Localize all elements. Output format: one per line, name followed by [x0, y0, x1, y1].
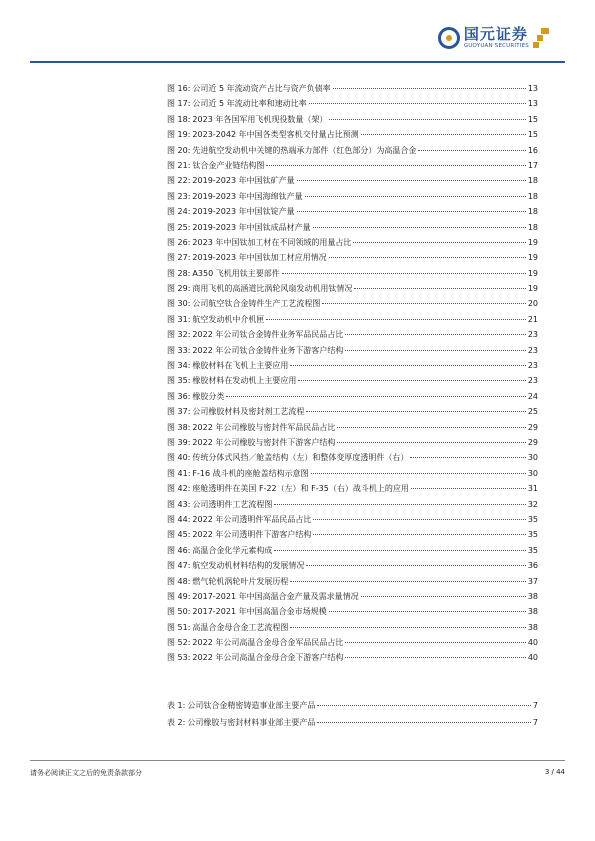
entry-page: 18 [527, 176, 538, 186]
figure-entry[interactable] [167, 360, 538, 375]
entry-title: 2022 年公司透明件下游客户结构 [192, 530, 312, 540]
entry-page: 19 [527, 268, 538, 278]
entry-page: 15 [527, 114, 538, 124]
table-list [167, 700, 538, 734]
entry-prefix: 图 44: [167, 514, 191, 524]
figure-entry[interactable] [167, 391, 538, 406]
entry-prefix: 图 25: [167, 222, 191, 232]
figure-entry[interactable] [167, 452, 538, 467]
entry-page: 35 [527, 530, 538, 540]
figure-entry[interactable] [167, 268, 538, 283]
dot-leader [345, 350, 525, 351]
entry-prefix: 图 38: [167, 422, 191, 432]
figure-entry[interactable] [167, 298, 538, 313]
figure-entry[interactable] [167, 637, 538, 652]
entry-page: 7 [532, 718, 538, 727]
entry-page: 19 [527, 253, 538, 263]
dot-leader [266, 165, 525, 166]
entry-prefix: 图 21: [167, 160, 191, 170]
entry-page: 30 [527, 453, 538, 463]
entry-title: 2023-2042 年中国各类型客机交付量占比预测 [192, 130, 359, 140]
entry-prefix: 图 41: [167, 468, 191, 478]
entry-title: A350 飞机用钛主要部件 [192, 268, 280, 278]
figure-entry[interactable] [167, 576, 538, 591]
entry-title: 商用飞机的高涵道比涡轮风扇发动机用钛情况 [192, 284, 353, 294]
logo-en: GUOYUAN SECURITIES [463, 43, 529, 49]
entry-page: 40 [527, 653, 538, 663]
entry-prefix: 图 43: [167, 499, 191, 509]
entry-prefix: 图 20: [167, 145, 191, 155]
dot-leader [361, 134, 526, 135]
entry-prefix: 图 27: [167, 253, 191, 263]
entry-page: 35 [527, 545, 538, 555]
entry-title: 燃气轮机涡轮叶片发展历程 [192, 576, 289, 586]
entry-prefix: 表 2: [167, 718, 186, 727]
figure-entry[interactable] [167, 114, 538, 129]
dot-leader [305, 196, 526, 197]
figure-entry[interactable] [167, 406, 538, 421]
entry-title: 先进航空发动机中关键的热端承力部件（红色部分）为高温合金 [192, 145, 417, 155]
dot-leader [313, 519, 525, 520]
figure-entry[interactable] [167, 345, 538, 360]
dot-leader [311, 473, 526, 474]
entry-prefix: 图 16: [167, 84, 191, 93]
entry-prefix: 图 19: [167, 130, 191, 140]
entry-title: 2019-2023 年中国钛成品材产量 [192, 222, 311, 232]
entry-title: 传统分体式风挡／舱盖结构（左）和整体变厚度透明件（右） [192, 453, 409, 463]
entry-title: 2022 年公司橡胶与密封件下游客户结构 [192, 437, 336, 447]
entry-page: 35 [527, 514, 538, 524]
entry-title: 2023 年中国钛加工材在不同领域的用量占比 [192, 237, 352, 247]
dot-leader [333, 88, 526, 89]
page-number: 3 / 44 [544, 768, 565, 776]
entry-page: 32 [527, 499, 538, 509]
figure-entry[interactable] [167, 160, 538, 175]
entry-prefix: 图 34: [167, 361, 191, 371]
entry-prefix: 图 47: [167, 561, 191, 571]
entry-prefix: 图 50: [167, 607, 191, 617]
entry-title: 2019-2023 年中国钛矿产量 [192, 176, 295, 186]
figure-entry[interactable] [167, 252, 538, 267]
entry-prefix: 图 46: [167, 545, 191, 555]
entry-page: 13 [527, 84, 538, 93]
entry-page: 38 [527, 591, 538, 601]
dot-leader [290, 627, 525, 628]
dot-leader [322, 303, 525, 304]
entry-title: 2022 年公司钛合金铸件业务军品民品占比 [192, 330, 344, 340]
entry-page: 29 [527, 437, 538, 447]
dot-leader [317, 722, 531, 723]
entry-page: 18 [527, 207, 538, 217]
entry-prefix: 图 39: [167, 437, 191, 447]
entry-title: 橡胶材料在飞机上主要应用 [192, 361, 289, 371]
entry-page: 7 [532, 701, 538, 710]
dot-leader [345, 642, 525, 643]
figure-entry[interactable] [167, 98, 538, 113]
entry-title: 2022 年公司橡胶与密封件军品民品占比 [192, 422, 336, 432]
entry-title: 公司橡胶与密封材料事业部主要产品 [187, 718, 316, 727]
figure-entry[interactable] [167, 652, 538, 667]
figure-entry[interactable] [167, 468, 538, 483]
dot-leader [266, 319, 525, 320]
dot-leader [337, 442, 525, 443]
entry-prefix: 图 37: [167, 407, 191, 417]
company-logo [438, 27, 549, 50]
dot-leader [309, 103, 526, 104]
entry-page: 36 [527, 561, 538, 571]
dot-leader [297, 211, 526, 212]
header-rule [30, 61, 565, 63]
entry-prefix: 图 30: [167, 299, 191, 309]
entry-page: 31 [527, 484, 538, 494]
figure-entry[interactable] [167, 83, 538, 98]
figure-entry[interactable] [167, 591, 538, 606]
entry-prefix: 图 29: [167, 284, 191, 294]
entry-prefix: 图 40: [167, 453, 191, 463]
entry-page: 30 [527, 468, 538, 478]
entry-title: 公司钛合金精密铸造事业部主要产品 [187, 701, 316, 710]
entry-title: 2022 年公司钛合金铸件业务下游客户结构 [192, 345, 344, 355]
entry-title: F-16 战斗机的座舱盖结构示意图 [192, 468, 309, 478]
dot-leader [297, 180, 526, 181]
logo-cn: 国元证券 [463, 25, 528, 43]
dot-leader [337, 427, 525, 428]
entry-prefix: 图 35: [167, 376, 191, 386]
dot-leader [345, 657, 525, 658]
entry-title: 公司近 5 年流动比率和速动比率 [192, 99, 307, 109]
table-entry[interactable] [167, 717, 538, 734]
figure-entry[interactable] [167, 545, 538, 560]
entry-page: 23 [527, 376, 538, 386]
dot-leader [345, 334, 525, 335]
figure-entry[interactable] [167, 314, 538, 329]
dot-leader [274, 550, 525, 551]
entry-prefix: 图 22: [167, 176, 191, 186]
entry-title: 公司透明件工艺流程图 [192, 499, 273, 509]
entry-page: 13 [527, 99, 538, 109]
entry-page: 19 [527, 284, 538, 294]
figure-entry[interactable] [167, 375, 538, 390]
figure-entry[interactable] [167, 622, 538, 637]
entry-title: 2022 年公司透明件军品民品占比 [192, 514, 312, 524]
entry-page: 38 [527, 607, 538, 617]
figure-entry[interactable] [167, 283, 538, 298]
dot-leader [290, 365, 525, 366]
entry-prefix: 图 42: [167, 484, 191, 494]
entry-title: 2019-2023 年中国海绵钛产量 [192, 191, 303, 201]
entry-title: 2022 年公司高温合金母合金下游客户结构 [192, 653, 344, 663]
figure-entry[interactable] [167, 191, 538, 206]
dot-leader [306, 411, 525, 412]
logo-text [464, 27, 529, 50]
entry-prefix: 表 1: [167, 701, 186, 710]
entry-prefix: 图 52: [167, 638, 191, 648]
entry-prefix: 图 32: [167, 330, 191, 340]
figure-entry[interactable] [167, 175, 538, 190]
entry-title: 航空发动机材料结构的发展情况 [192, 561, 305, 571]
footer-rule [30, 760, 565, 761]
entry-prefix: 图 49: [167, 591, 191, 601]
footer [30, 768, 565, 778]
entry-prefix: 图 48: [167, 576, 191, 586]
table-entry[interactable] [167, 700, 538, 717]
figure-entry[interactable] [167, 222, 538, 237]
dot-leader [298, 380, 525, 381]
figure-entry[interactable] [167, 499, 538, 514]
entry-page: 37 [527, 576, 538, 586]
figure-entry[interactable] [167, 560, 538, 575]
dot-leader [329, 611, 526, 612]
entry-page: 19 [527, 237, 538, 247]
dot-leader [317, 705, 531, 706]
figure-entry[interactable] [167, 206, 538, 221]
entry-page: 23 [527, 330, 538, 340]
entry-title: 2019-2023 年中国钛锭产量 [192, 207, 295, 217]
entry-title: 公司橡胶材料及密封剂工艺流程 [192, 407, 305, 417]
entry-page: 21 [527, 314, 538, 324]
figure-list [167, 83, 538, 668]
entry-page: 20 [527, 299, 538, 309]
dot-leader [306, 565, 525, 566]
dot-leader [329, 119, 525, 120]
entry-title: 公司近 5 年流动资产占比与资产负债率 [192, 84, 331, 93]
entry-prefix: 图 28: [167, 268, 191, 278]
entry-page: 17 [527, 160, 538, 170]
figure-entry[interactable] [167, 329, 538, 344]
entry-page: 18 [527, 191, 538, 201]
figure-entry[interactable] [167, 483, 538, 498]
entry-title: 2017-2021 年中国高温合金市场规模 [192, 607, 327, 617]
entry-page: 23 [527, 345, 538, 355]
dot-leader [354, 288, 525, 289]
entry-prefix: 图 23: [167, 191, 191, 201]
dot-leader [226, 396, 525, 397]
dot-leader [410, 457, 525, 458]
entry-page: 40 [527, 638, 538, 648]
dot-leader [329, 257, 526, 258]
entry-prefix: 图 26: [167, 237, 191, 247]
entry-prefix: 图 45: [167, 530, 191, 540]
entry-page: 15 [527, 130, 538, 140]
dot-leader [411, 488, 526, 489]
dot-leader [274, 504, 525, 505]
entry-prefix: 图 36: [167, 391, 191, 401]
entry-page: 25 [527, 407, 538, 417]
entry-prefix: 图 51: [167, 622, 191, 632]
entry-prefix: 图 33: [167, 345, 191, 355]
dot-leader [282, 273, 526, 274]
figure-entry[interactable] [167, 606, 538, 621]
entry-title: 航空发动机中介机匣 [192, 314, 265, 324]
figure-entry[interactable] [167, 437, 538, 452]
entry-prefix: 图 18: [167, 114, 191, 124]
entry-prefix: 图 24: [167, 207, 191, 217]
footer-disclaimer: 请务必阅读正文之后的免责条款部分 [30, 769, 142, 777]
entry-title: 钛合金产业链结构图 [192, 160, 265, 170]
entry-title: 2022 年公司高温合金母合金军品民品占比 [192, 638, 344, 648]
dot-leader [361, 596, 526, 597]
entry-prefix: 图 31: [167, 314, 191, 324]
entry-page: 29 [527, 422, 538, 432]
dot-leader [313, 534, 525, 535]
entry-title: 公司航空钛合金铸件生产工艺流程图 [192, 299, 321, 309]
entry-title: 座舱透明件在美国 F-22（左）和 F-35（右）战斗机上的应用 [192, 484, 409, 494]
entry-title: 2017-2021 年中国高温合金产量及需求量情况 [192, 591, 359, 601]
entry-title: 橡胶分类 [192, 391, 225, 401]
dot-leader [418, 150, 525, 151]
entry-prefix: 图 17: [167, 99, 191, 109]
entry-title: 橡胶材料在发动机上主要应用 [192, 376, 297, 386]
entry-page: 16 [527, 145, 538, 155]
entry-title: 2019-2023 年中国钛加工材应用情况 [192, 253, 327, 263]
figure-entry[interactable] [167, 422, 538, 437]
figure-entry[interactable] [167, 129, 538, 144]
entry-title: 高温合金化学元素构成 [192, 545, 273, 555]
entry-page: 38 [527, 622, 538, 632]
entry-title: 2023 年各国军用飞机现役数量（架） [192, 114, 328, 124]
logo-circle-icon [438, 27, 460, 49]
entry-page: 24 [527, 391, 538, 401]
entry-title: 高温合金母合金工艺流程图 [192, 622, 289, 632]
logo-steps-icon [533, 28, 549, 48]
figure-entry[interactable] [167, 529, 538, 544]
dot-leader [353, 242, 525, 243]
figure-entry[interactable] [167, 145, 538, 160]
entry-page: 23 [527, 361, 538, 371]
entry-page: 18 [527, 222, 538, 232]
figure-entry[interactable] [167, 237, 538, 252]
entry-prefix: 图 53: [167, 653, 191, 663]
dot-leader [290, 581, 525, 582]
dot-leader [313, 227, 526, 228]
figure-entry[interactable] [167, 514, 538, 529]
